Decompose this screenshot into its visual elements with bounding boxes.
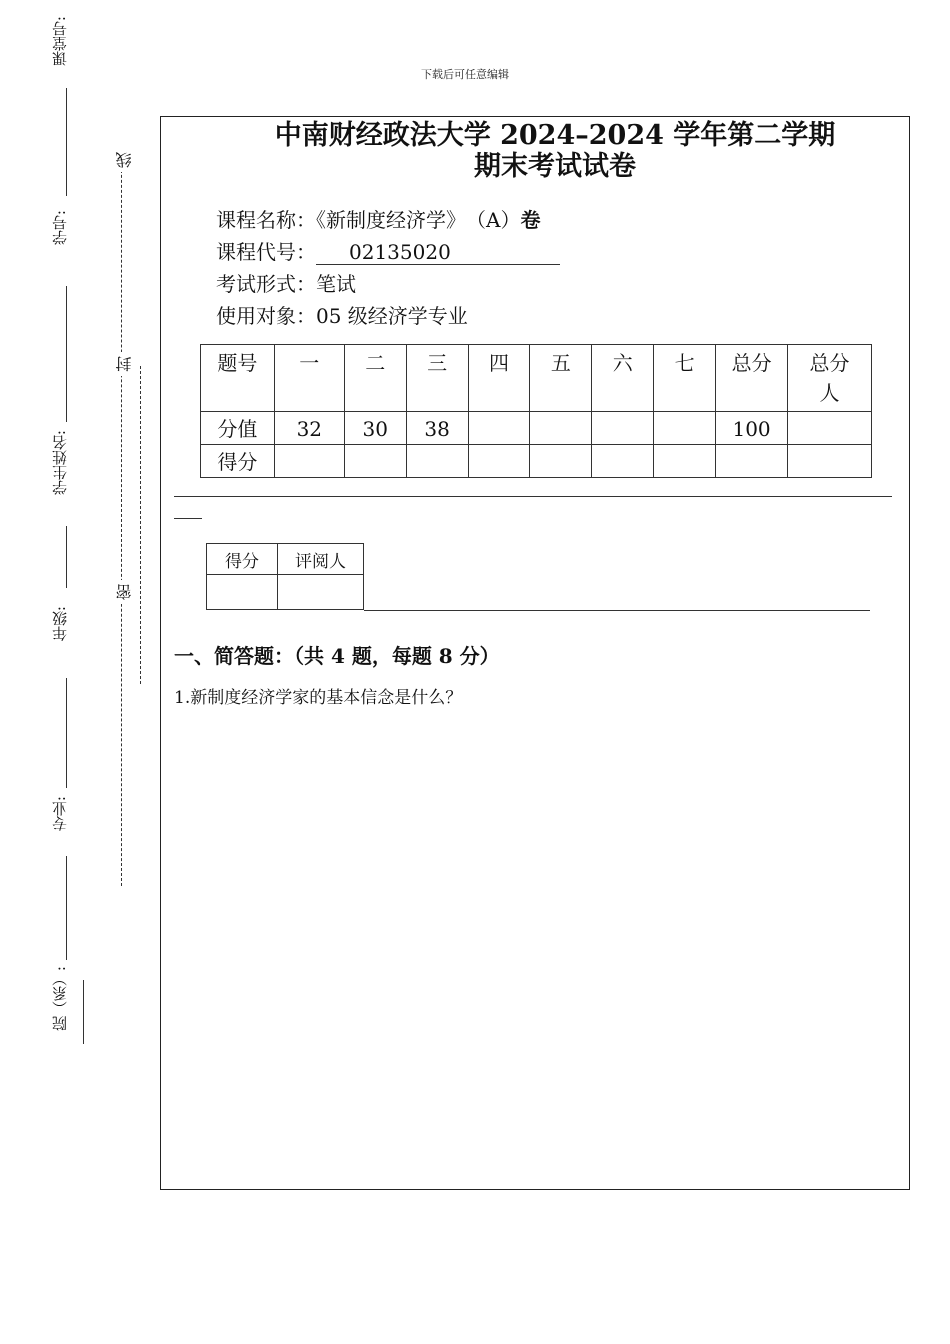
exam-title-line1: 中南财经政法大学 2024–2024 学年第二学期: [274, 120, 836, 151]
score-table-score-row: [201, 445, 872, 478]
exam-form-label: 考试形式：: [216, 272, 316, 296]
score-input-cell[interactable]: [274, 445, 344, 478]
seal-char-seal: 封: [113, 352, 136, 376]
course-code-label: 课程代号：: [216, 240, 316, 264]
binding-cut-line-inner: [140, 366, 141, 684]
table-cell: [788, 412, 872, 445]
table-cell: 32: [274, 412, 344, 445]
exam-title-line2: 期末考试试卷: [474, 151, 636, 182]
grader-underline: [364, 610, 870, 611]
question-1: 1.新制度经济学家的基本信念是什么？: [174, 688, 463, 708]
grader-table: [206, 543, 364, 610]
table-cell: 总分: [716, 345, 788, 412]
course-code-row: [216, 240, 560, 265]
audience-row: [216, 304, 468, 328]
student-name-field-line: [66, 526, 67, 588]
course-name-value: 《新制度经济学》: [316, 208, 466, 232]
score-table: [200, 344, 872, 478]
table-cell: 四: [468, 345, 530, 412]
table-cell: [468, 412, 530, 445]
table-cell: 六: [592, 345, 654, 412]
seal-char-secret: 密: [113, 580, 136, 604]
separator-line: [174, 496, 892, 497]
department-field-line: [83, 980, 84, 1044]
table-cell: 五: [530, 345, 592, 412]
table-cell: 100: [716, 412, 788, 445]
score-input-cell[interactable]: [207, 575, 278, 610]
score-input-cell[interactable]: [468, 445, 530, 478]
score-input-cell[interactable]: [406, 445, 468, 478]
student-id-label: 学号:: [51, 210, 69, 246]
table-cell: 得分: [201, 445, 275, 478]
audience-label: 使用对象：: [216, 304, 316, 328]
grade-label: 年级:: [51, 606, 69, 642]
exam-form-value: 笔试: [316, 272, 356, 296]
paper-suffix: 卷: [520, 208, 541, 232]
major-label: 专业:: [51, 796, 69, 832]
score-input-cell[interactable]: [344, 445, 406, 478]
header-note: 下载后可任意编辑: [421, 68, 509, 81]
table-cell: 分值: [201, 412, 275, 445]
table-cell: 得分: [207, 544, 278, 575]
table-cell: 题号: [201, 345, 275, 412]
department-label: 院（系）:: [51, 966, 69, 1032]
table-cell: [654, 412, 716, 445]
table-cell: 38: [406, 412, 468, 445]
table-cell: 七: [654, 345, 716, 412]
score-input-cell[interactable]: [530, 445, 592, 478]
exam-form-row: [216, 272, 356, 296]
grader-table-header-row: [207, 544, 364, 575]
section-heading: 一、简答题：（共 4 题，每题 8 分）: [174, 644, 500, 668]
classroom-label: 课堂号:: [51, 16, 69, 67]
score-input-cell[interactable]: [592, 445, 654, 478]
seal-char-line: 线: [113, 148, 136, 172]
classroom-field-line: [66, 88, 67, 196]
table-cell: 评阅人: [278, 544, 364, 575]
score-table-header-row: [201, 345, 872, 412]
table-cell: 一: [274, 345, 344, 412]
table-cell: 30: [344, 412, 406, 445]
course-name-row: [216, 208, 540, 232]
table-cell: 二: [344, 345, 406, 412]
grade-field-line: [66, 678, 67, 788]
exam-title: [160, 120, 950, 182]
grader-table-input-row: [207, 575, 364, 610]
student-id-field-line: [66, 286, 67, 422]
course-code-value: 02135020: [316, 240, 560, 265]
table-cell: [530, 412, 592, 445]
separator-line-tail: [174, 518, 202, 519]
table-cell: 三: [406, 345, 468, 412]
audience-value: 05 级经济学专业: [316, 304, 468, 328]
score-table-values-row: [201, 412, 872, 445]
paper-type: （A）: [476, 208, 521, 232]
score-input-cell[interactable]: [788, 445, 872, 478]
course-name-label: 课程名称：: [216, 208, 316, 232]
score-input-cell[interactable]: [654, 445, 716, 478]
table-cell: [592, 412, 654, 445]
student-name-label: 学生姓名:: [51, 430, 69, 496]
binding-cut-line: [121, 150, 122, 886]
major-field-line: [66, 856, 67, 960]
score-input-cell[interactable]: [716, 445, 788, 478]
table-cell: 总分人: [788, 345, 872, 412]
grader-input-cell[interactable]: [278, 575, 364, 610]
